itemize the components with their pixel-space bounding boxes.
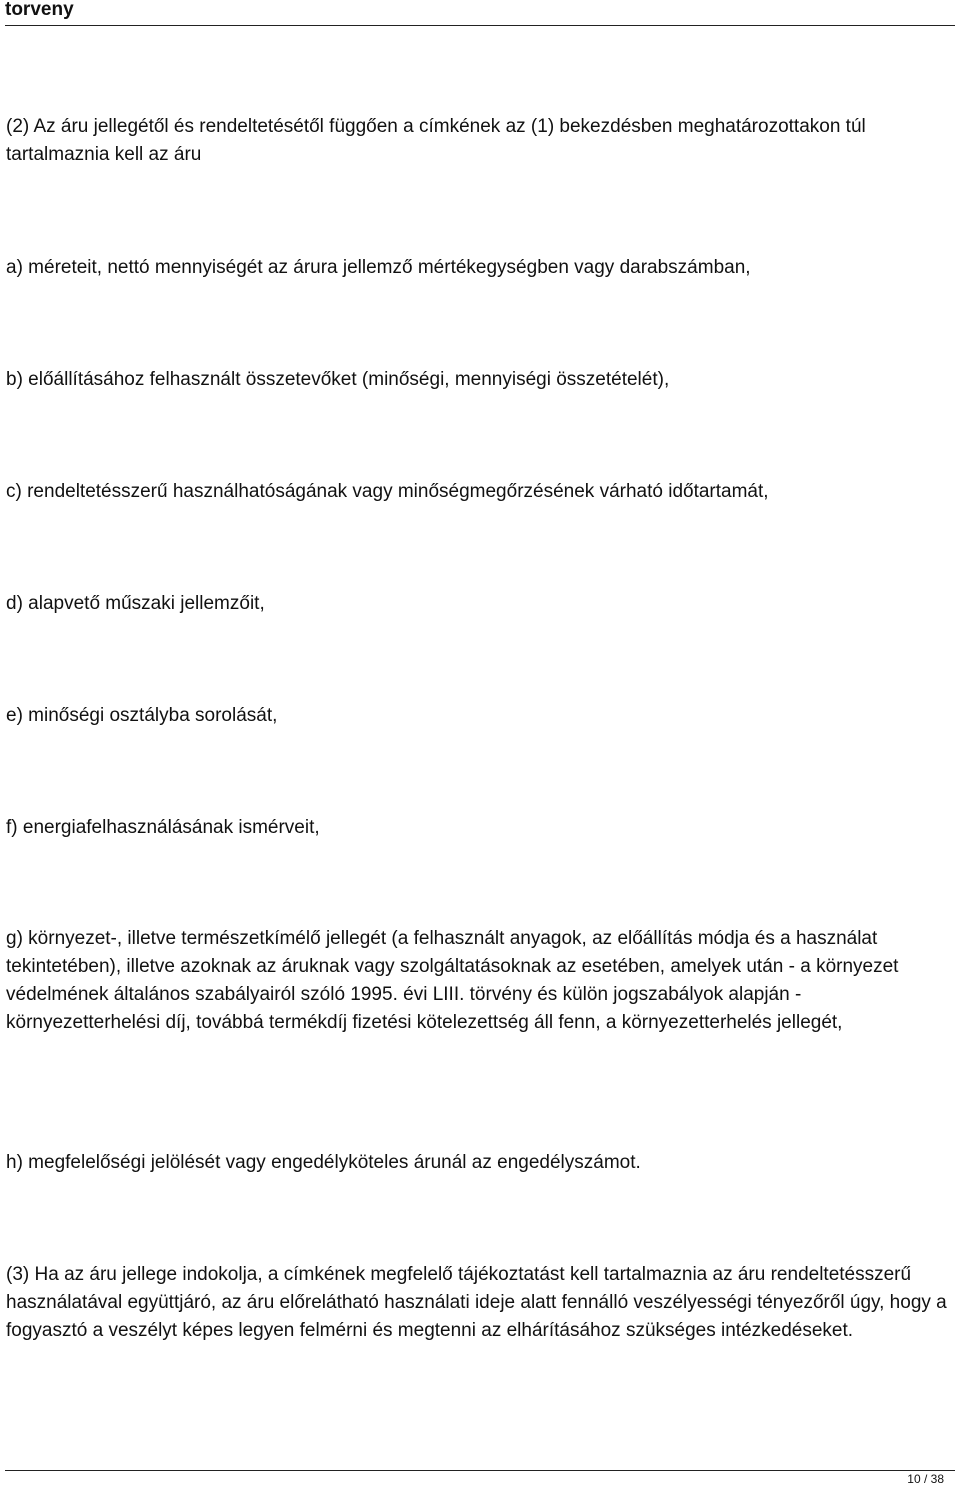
page-number: 10 / 38	[907, 1472, 944, 1486]
footer-divider	[5, 1470, 955, 1471]
list-item-d: d) alapvető műszaki jellemzőit,	[6, 593, 265, 614]
document-title: torveny	[5, 0, 74, 20]
list-item-h: h) megfelelőségi jelölését vagy engedélyköteles árunál az engedélyszámot.	[6, 1152, 641, 1173]
list-item-a: a) méreteit, nettó mennyiségét az árura jellemző mértékegységben vagy darabszámban,	[6, 257, 751, 278]
list-item-c: c) rendeltetésszerű használhatóságának vagy minőségmegőrzésének várható időtartamát,	[6, 481, 769, 502]
list-item-g: g) környezet-, illetve természetkímélő jellegét (a felhasznált anyagok, az előállítás módja és a használat tekintetében), illetve azoknak az áruknak vagy szolgáltatásoknak az esetében, amelyek után - a környezet védelmének általános szabályairól szóló 1995. évi LIII. törvény és külön jogszabályok alapján - környezetterhelési díj, továbbá termékdíj fizetési kötelezettség áll fenn, a környezetterhelés jellegét,	[6, 928, 899, 1033]
list-item-b: b) előállításához felhasznált összetevőket (minőségi, mennyiségi összetételét),	[6, 369, 670, 390]
list-item-e: e) minőségi osztályba sorolását,	[6, 705, 278, 726]
paragraph-2: (2) Az áru jellegétől és rendeltetésétől függően a címkének az (1) bekezdésben meghatározottakon túl tartalmaznia kell az áru	[6, 116, 866, 165]
paragraph-3: (3) Ha az áru jellege indokolja, a címkének megfelelő tájékoztatást kell tartalmaznia az áru rendeltetésszerű használatával együttjáró, az áru előrelátható használati ideje alatt fennálló veszélyességi tényezőről úgy, hogy a fogyasztó a veszélyt képes legyen felmérni és megtenni az elhárításához szükséges intézkedéseket.	[6, 1264, 947, 1341]
header-divider	[5, 25, 955, 26]
list-item-f: f) energiafelhasználásának ismérveit,	[6, 817, 320, 838]
